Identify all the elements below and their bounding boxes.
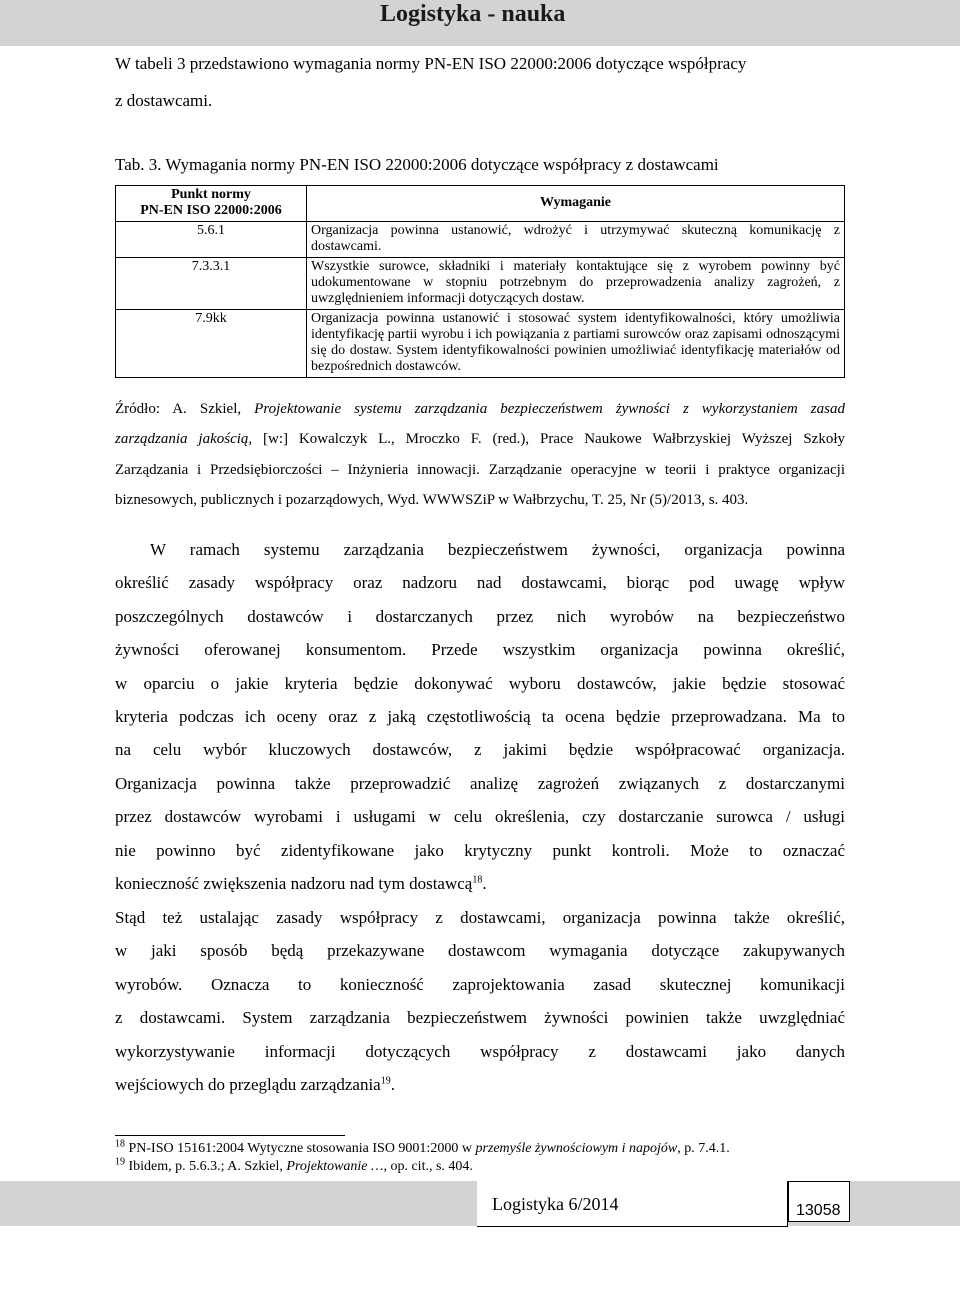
table-row bbox=[116, 258, 845, 310]
footnote-ref-18: 18 bbox=[472, 874, 483, 886]
paragraph-1: W ramach systemu zarządzania bezpieczeństwem żywności, organizacja powinna określić zasady współpracy oraz nadzoru nad dostawcami, biorąc pod uwagę wpływ poszczególnych dostawców i dostarczanych przez nich wyrobów na bezpieczeństwo żywności oferowanej konsumentom. Przede wszystkim organizacja powinna określić, w oparciu o jakie kryteria będzie dokonywać wyboru dostawców, jakie będzie stosować kryteria podczas ich oceny oraz z jaką częstotliwością ta ocena będzie przeprowadzana. Ma to na celu wybór kluczowych dostawców, z jakimi będzie współpracować organizacja. Organizacja powinna także przeprowadzić analizę zagrożeń związanych z dostarczanymi przez dostawców wyrobami i usługami w celu określenia, czy dostarczanie surowca / usługi nie powinno być zidentyfikowane jako krytyczny punkt kontroli. Może to oznaczać konieczność zwiększenia nadzoru nad tym dostawcą$^{18}$. bbox=[115, 540, 845, 893]
table-cell-text: Organizacja powinna ustanowić, wdrożyć i utrzymywać skuteczną komunikację z dostawcami. bbox=[307, 222, 845, 258]
footnote-18: $^{18}$ PN-ISO 15161:2004 Wytyczne stosowania ISO 9001:2000 w przemyśle żywnościowym i napojów, p. 7.4.1. bbox=[115, 1138, 730, 1156]
table-header-point: Punkt normy PN-EN ISO 22000:2006 bbox=[116, 186, 307, 222]
table-source: Źródło: A. Szkiel, Projektowanie systemu zarządzania bezpieczeństwem żywności z wykorzystaniem zasad zarządzania jakością, [w:] Kowalczyk L., Mroczko F. (red.), Prace Naukowe Wałbrzyskiej Wyższej Szkoły Zarządzania i Przedsiębiorczości – Inżynieria innowacji. Zarządzanie operacyjne w teorii i praktyce organizacji biznesowych, publicznych i pozarządowych, Wyd. WWWSZiP w Wałbrzychu, T. 25, Nr (5)/2013, s. 403. bbox=[115, 401, 845, 509]
paragraph-2: Stąd też ustalając zasady współpracy z dostawcami, organizacja powinna także określić, w jaki sposób będą przekazywane dostawcom wymagania dotyczące zakupywanych wyrobów. Oznacza to konieczność zaprojektowania zasad skutecznej komunikacji z dostawcami. System zarządzania bezpieczeństwem żywności powinien także uwzględniać wykorzystywanie informacji dotyczących współpracy z dostawcami jako danych wejściowych do przeglądu zarządzania$^{19}$. bbox=[115, 908, 845, 1094]
table-cell-text: Wszystkie surowce, składniki i materiały kontaktujące się z wyrobem powinny być udokumentowane w stopniu potrzebnym do przeprowadzenia analizy zagrożeń, z uwzględnieniem informacji dotyczących dostaw. bbox=[307, 258, 845, 310]
footer-journal: Logistyka 6/2014 bbox=[492, 1194, 619, 1214]
footnote-ref-19: 19 bbox=[380, 1075, 391, 1087]
page-header-title: Logistyka - nauka bbox=[380, 1, 566, 27]
table-cell-point: 7.9kk bbox=[116, 310, 307, 378]
table-row bbox=[116, 222, 845, 258]
table-header-row bbox=[116, 186, 845, 222]
page-number: 13058 bbox=[796, 1202, 841, 1219]
intro-line-2: z dostawcami. bbox=[115, 91, 213, 110]
table-caption: Tab. 3. Wymagania normy PN-EN ISO 22000:2006 dotyczące współpracy z dostawcami bbox=[115, 155, 719, 174]
table-row bbox=[116, 310, 845, 378]
footnote-divider bbox=[115, 1135, 345, 1136]
table-cell-text: Organizacja powinna ustanowić i stosować system identyfikowalności, który umożliwia identyfikację partii wyrobu i ich powiązania z partiami surowców oraz zapisami odnoszącymi się do dostaw. System identyfikowalności powinien umożliwiać identyfikację materiałów od bezpośrednich dostawców. bbox=[307, 310, 845, 378]
table-header-requirement: Wymaganie bbox=[307, 186, 845, 222]
requirements-table bbox=[115, 185, 845, 378]
table-cell-point: 5.6.1 bbox=[116, 222, 307, 258]
table-cell-point: 7.3.3.1 bbox=[116, 258, 307, 310]
footnote-19: $^{19}$ Ibidem, p. 5.6.3.; A. Szkiel, Projektowanie …, op. cit., s. 404. bbox=[115, 1156, 473, 1174]
intro-line-1: W tabeli 3 przedstawiono wymagania normy PN-EN ISO 22000:2006 dotyczące współpracy bbox=[115, 54, 747, 73]
